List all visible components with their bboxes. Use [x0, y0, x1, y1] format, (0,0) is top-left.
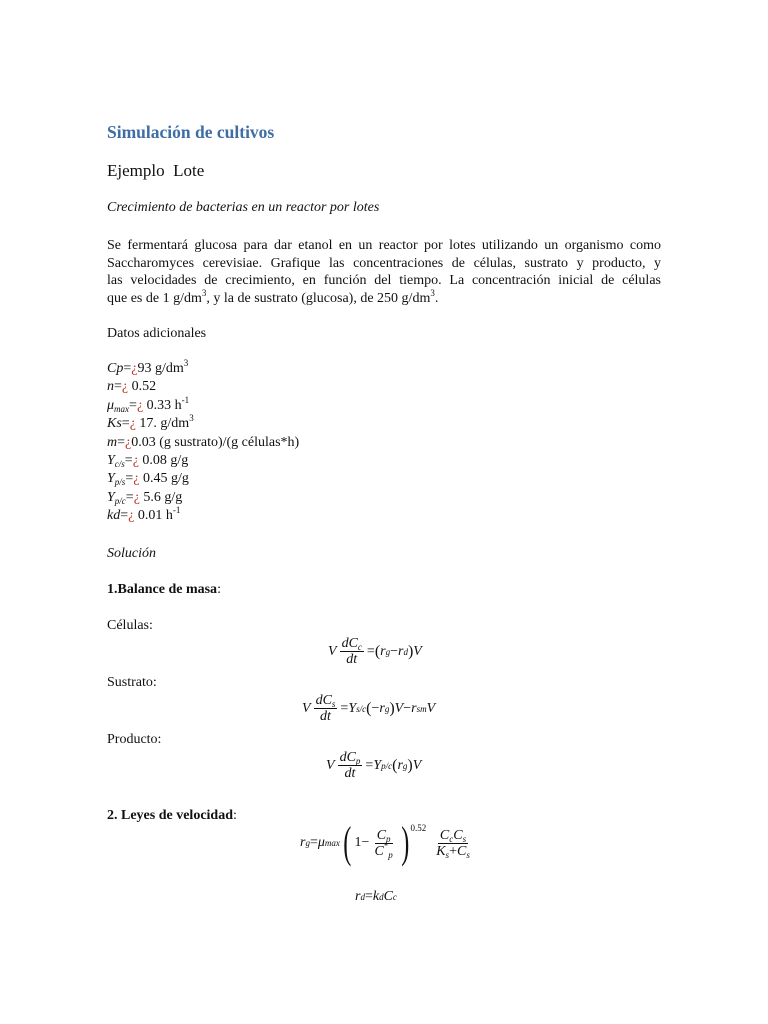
- paragraph-line: que es de 1 $g/dm^3$, y la de sustrato (glucosa), de 250 $g/dm^3$.: [107, 287, 439, 306]
- example-subtitle: Crecimiento de bacterias en un reactor por lotes: [107, 200, 380, 215]
- section-mass-balance: 1.Balance de masa:: [107, 582, 221, 597]
- fraction: $\frac{C_cC_s}{K_s+C_s}$: [436, 827, 470, 860]
- data-item-n: n=¿ 0.52: [107, 379, 157, 395]
- document-title: Simulación de cultivos: [107, 122, 275, 142]
- paragraph-line: Se fermentará glucosa para dar etanol en un reactor por lotes utilizando un organismo como: [107, 238, 661, 253]
- data-item-cp: Cp=¿93 $g/dm^3$: [107, 358, 189, 376]
- data-item-ks: Ks=¿ 17. $g/dm^3$: [107, 413, 194, 432]
- label-cells: Células:: [107, 618, 153, 633]
- problem-statement: [107, 237, 661, 307]
- equation-product: V $\frac{dC_p}{dt}$ = Y p/c ( r g ) V: [326, 750, 422, 781]
- fraction: $\frac{dC_c}{dt}$: [341, 636, 362, 667]
- additional-data-label: Datos adicionales: [107, 326, 207, 341]
- equation-substrate: V $\frac{dC_s}{dt}$ = Y s/c ( − r g ) V − r sm V: [302, 693, 436, 724]
- data-item-ycs: $Y_{c/s}=¿$ 0.08 g/g: [107, 452, 189, 469]
- equation-cells: V $\frac{dC_c}{dt}$ = ( r g − r d ) V: [328, 636, 422, 667]
- paragraph-line: las velocidades de crecimiento, en función del tiempo. La concentración inicial de células: [107, 273, 661, 289]
- paragraph-line: Saccharomyces cerevisiae. Grafique las concentraciones de células, sustrato y producto, y: [107, 255, 661, 271]
- data-item-ypc: $Y_{p/c}=¿$ 5.6 g/g: [107, 489, 183, 506]
- fraction: $\frac{dC_s}{dt}$: [315, 693, 336, 724]
- data-item-m: m=¿0.03 (g sustrato)/(g células*h): [107, 434, 300, 450]
- additional-data-list: [107, 360, 299, 526]
- section-rate-laws: 2. Leyes de velocidad:: [107, 808, 237, 823]
- equation-growth-rate: r g = μ max ( 1− $\frac{C_p}{C^*_p}$ ) 0.52 $\frac{C_cC_s}{K_s+C_s}$: [300, 818, 470, 867]
- label-product: Producto:: [107, 732, 162, 747]
- equation-death-rate: r d = k d C c: [355, 889, 397, 904]
- solution-heading: Solución: [107, 546, 156, 561]
- data-item-mumax: $\mu_{max}=¿$ 0.33 $h^{-1}$: [107, 394, 190, 414]
- fraction: $\frac{dC_p}{dt}$: [339, 750, 361, 781]
- label-substrate: Sustrato:: [107, 675, 157, 690]
- data-item-kd: kd=¿ 0.01 $h^{-1}$: [107, 505, 181, 524]
- data-item-yps: $Y_{p/s}=¿$ 0.45 g/g: [107, 471, 189, 488]
- example-heading: Ejemplo Lote: [107, 161, 205, 180]
- fraction: $\frac{C_p}{C^*_p}$: [374, 827, 393, 860]
